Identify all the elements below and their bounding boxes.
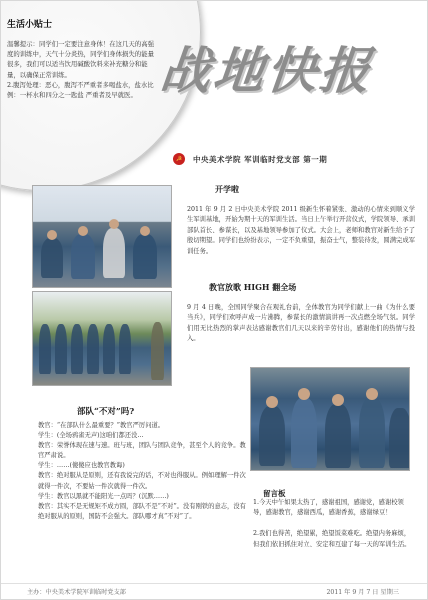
qa-line: 教官：其实不是无规矩不成方圆，部队不是“不对”。没有刚铁的意志，没有绝对服从的原则，国防不会强大。部队哪才真“不对”了。 (38, 502, 246, 520)
article-title: 教官放歌 HIGH 翻全场 (209, 282, 297, 292)
qa-line: 教官：荣誉体现在速与速。班与班，团队与团队竞争，甚至个人的竞争。教官严肃说。 (38, 442, 246, 460)
message-item: 1.今天中午如果太热了，感谢祖国，感谢党，感谢校领导，感谢教官，感谢西瓜，感谢香蕉，感谢绿豆！ (253, 499, 404, 517)
qa-title: 部队“不对”吗? (77, 407, 135, 417)
qa-line: 学生：(全场鸦雀无声)这咱们都还没… (38, 432, 144, 440)
hammer-sickle-icon: ☭ (173, 153, 185, 165)
tips-title: 生活小贴士 (7, 20, 53, 30)
qa-line: 教官：绝对服从是原则，还有我说完的话，不对也得服从。例如理解一件次就得一件次，不要姑一件次就得一件次。 (38, 472, 246, 490)
masthead-subtitle: 中央美术学院 军训临时党支部 第一期 (193, 154, 328, 164)
tips-paragraph: 2.腹泻处理：恶心，腹泻不严重者多喝盐水，盐水比例：一杯水和四分之一匙盐 严重者及早就医。 (7, 80, 154, 100)
masthead-title: 战地快报 (157, 42, 376, 100)
qa-line: 学生：教官以黑就不能阳光一点吗？(沉默……) (38, 492, 169, 500)
message-item: 2.我们也得苦，绝望累，绝望饭菜难吃。绝望内务麻烦，但我们依旧抓住对立、安定和互建了每一天的军训生活。 (253, 530, 411, 548)
message-board-title: 留言板 (263, 489, 286, 498)
qa-dialogue (38, 421, 248, 522)
tips-panel (7, 19, 157, 100)
article-title: 开学啦 (215, 184, 239, 194)
footer (1, 583, 427, 599)
photo-students-group (250, 367, 410, 471)
footer-date: 2011 年 9 月 7 日 星期三 (326, 589, 399, 596)
photo-opening-ceremony (32, 185, 172, 288)
article-body: 2011 年 9 月 2 日中央美术学院 2011 级新生怀着紧张、激动的心情来到顺义学生军训基地，开始为期十天的军训生活。当日上午举行开营仪式，学院领导、承训部队首长、参谋长，以及基地领导参加了仪式。大会上，老师和教官对新生给予了殷切期望。同学们也纷纷表示，一定不负重望，振奋士气，整装待发，圆满完成军训任务。 (187, 206, 415, 255)
masthead (157, 31, 421, 131)
qa-line: 学生：……(傻傻应也教官教诲) (38, 462, 125, 470)
tips-paragraph: 温馨提示：同学们一定要注意身体！在这几天的高强度的训练中，天气十分炎热，同学们身体损失的能量很多，我们可以适当饮用碱酸饮料来补充糖分和能量，以确保正常训练。 (7, 40, 154, 79)
article-body: 9 月 4 日晚，全国同学聚合在观礼台前，全体教官为同学们献上一曲《为什么要当兵》，同学们欢呼声成一片沸腾，参谋长的激情演讲再一次点燃全场气氛。同学们用无比热烈的掌声表达感谢教官们几天以来的辛劳付出，感谢他们的热情与投入。 (187, 304, 415, 343)
message-board (253, 498, 415, 550)
qa-line: 教官：“在部队什么最重要？”教官严厉问道。 (38, 422, 165, 429)
photo-troops-in-line (32, 291, 172, 386)
footer-publisher: 主办：中央美术学院军训临时党支部 (27, 589, 126, 596)
masthead-subtitle-row (173, 153, 327, 165)
